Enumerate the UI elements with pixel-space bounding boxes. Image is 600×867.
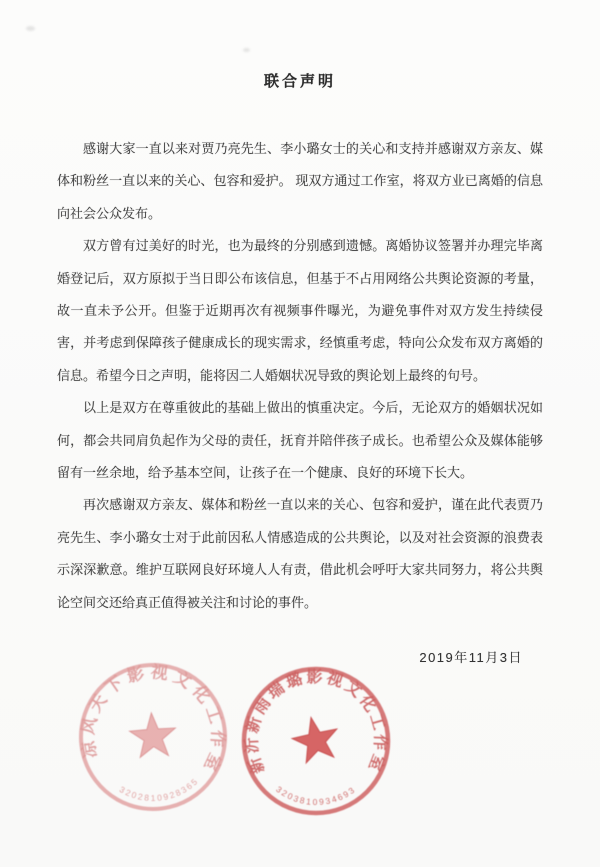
- svg-text:凉风天下影视文化工作室: [74, 652, 238, 779]
- svg-text:新沂新雨瑞璐影视文化工作室: [242, 667, 391, 777]
- studio-seal-right: [230, 655, 402, 827]
- seal-number-text: 3203810934693: [274, 784, 358, 807]
- seal-name-text: 新沂新雨瑞璐影视文化工作室: [243, 669, 389, 776]
- star-icon: [126, 710, 177, 761]
- studio-seal-left: [67, 651, 239, 823]
- star-icon: [292, 718, 337, 763]
- seal-name-text: 凉风天下影视文化工作室: [78, 662, 228, 779]
- scan-speck: [26, 26, 35, 31]
- paragraph-1: 感谢大家一直以来对贾乃亮先生、李小璐女士的关心和支持并感谢双方亲友、媒体和粉丝一直以来的关心、包容和爱护。 现双方通过工作室，将双方业已离婚的信息向社会公众发布。: [57, 141, 543, 221]
- seal-number-text: 3202810928365: [117, 775, 201, 804]
- page-title: 联合声明: [263, 73, 336, 90]
- paragraph-3: 以上是双方在尊重彼此的基础上做出的慎重决定。今后，无论双方的婚姻状况如何，都会共同肩负起作为父母的责任，抚育并陪伴孩子成长。也希望公众及媒体能够留有一丝余地，给予基本空间，让孩子在一个健康、良好的环境下长大。: [57, 400, 543, 481]
- paragraph-4: 再次感谢双方亲友、媒体和粉丝一直以来的关心、包容和爱护，谨在此代表贾乃亮先生、李小璐女士对于此前因私人情感造成的公共舆论，以及对社会资源的浪费表示深深歉意。维护互联网良好环境人人有责，借此机会呼吁大家共同努力，将公共舆论空间交还给真正值得被关注和讨论的事件。: [57, 497, 543, 610]
- statement-body: [57, 133, 543, 619]
- scan-speck: [243, 48, 250, 52]
- date-line: 2019年11月3日: [419, 650, 523, 665]
- svg-text:3203810934693: [274, 784, 358, 807]
- paragraph-2: 双方曾有过美好的时光，也为最终的分别感到遗憾。离婚协议签署并办理完毕离婚登记后，双方原拟于当日即公布该信息，但基于不占用网络公共舆论资源的考量，故一直未予公开。但鉴于近期再次有视频事件曝光，为避免事件对双方发生持续侵害，并考虑到保障孩子健康成长的现实需求，经慎重考虑，特向公众发布双方离婚的信息。希望今日之声明，能将因二人婚姻状况导致的舆论划上最终的句号。: [57, 238, 543, 383]
